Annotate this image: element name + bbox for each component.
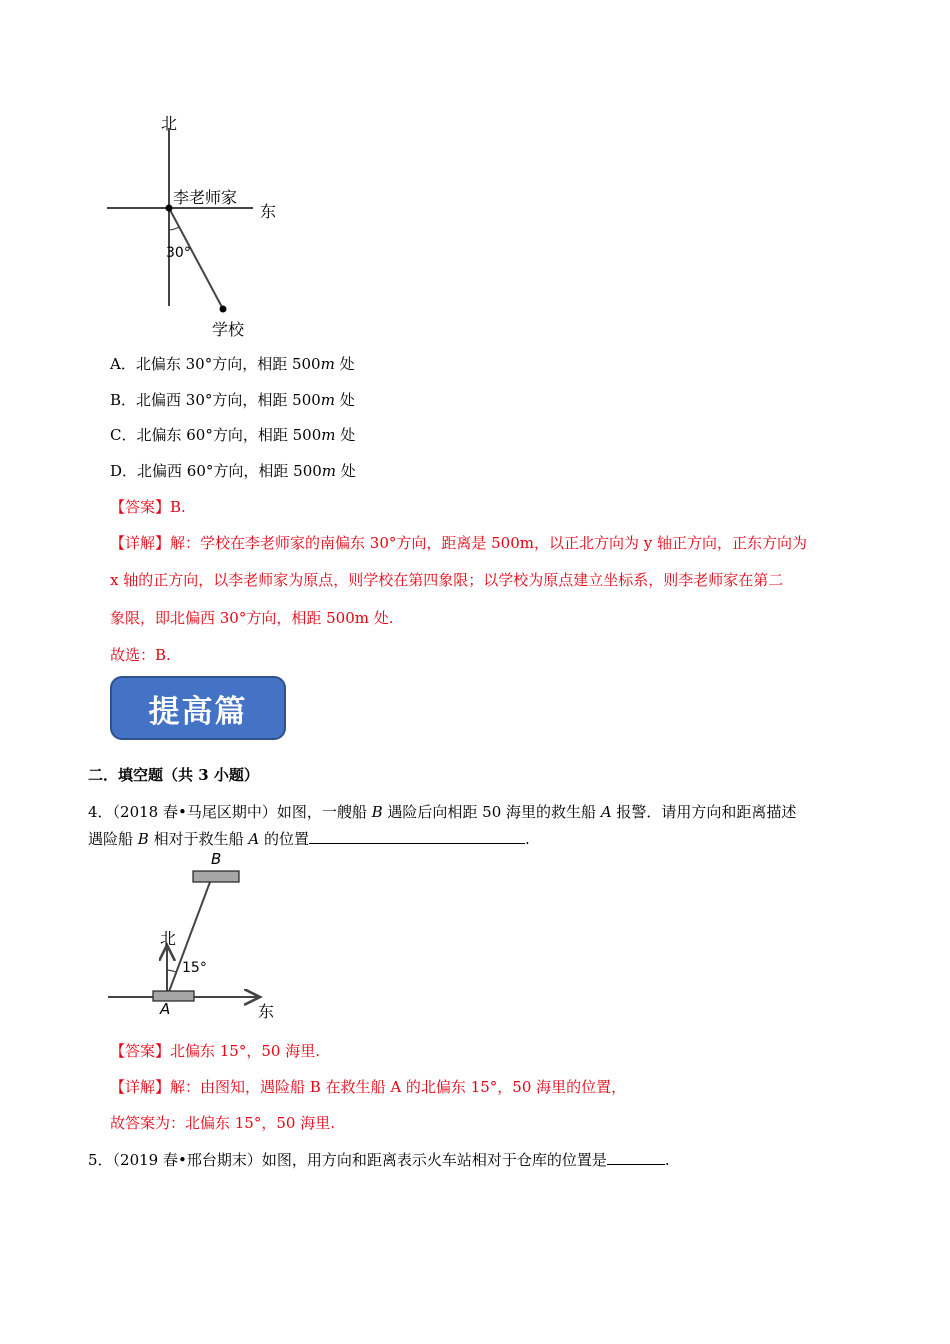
q4-detail: 【详解】解：由图知，遇险船 B 在救生船 A 的北偏东 15°，50 海里的位置， [110, 1078, 627, 1096]
angle-arc-15 [167, 970, 176, 972]
angle-label: 30° [166, 245, 191, 261]
banner-title: 提高篇 [148, 693, 248, 730]
option-c [110, 425, 355, 445]
angle-arc [169, 227, 179, 230]
q5-stem [88, 1149, 670, 1170]
q3-detail-line2: x 轴的正方向，以李老师家为原点，则学校在第四象限；以学校为原点建立坐标系，则李老师家在第二 [110, 571, 784, 589]
option-d-unit: m [321, 462, 337, 480]
north-label-2: 北 [160, 929, 177, 948]
q3-detail-line3: 象限，即北偏西 30°方向，相距 500m 处. [110, 609, 394, 627]
q4-stem-line1 [88, 802, 796, 822]
q3-detail-line1: 【详解】解：学校在李老师家的南偏东 30°方向，距离是 500m，以正北方向为 y 轴正方向，正东方向为 [110, 534, 807, 552]
east-label: 东 [260, 202, 277, 221]
q4-text-5: 相对于救生船 [148, 830, 249, 848]
option-b-text: B．北偏西 30°方向，相距 500 [110, 391, 321, 409]
q4-ship-b: B [371, 803, 383, 821]
q4-text-3: 报警．请用方向和距离描述 [611, 803, 797, 821]
option-a-unit: m [320, 355, 335, 373]
q4-text-1: 4．（2018 春•马尾区期中）如图，一艘船 [88, 803, 372, 821]
q4-ship-a: A [600, 803, 612, 821]
q5-period: . [664, 1151, 670, 1169]
option-b-tail: 处 [335, 391, 355, 409]
q5-text: 5．（2019 春•邢台期末）如图，用方向和距离表示火车站相对于仓库的位置是 [88, 1151, 607, 1169]
q4-final: 故答案为：北偏东 15°，50 海里. [110, 1114, 335, 1132]
q4-period: . [524, 830, 530, 848]
origin-label: 李老师家 [173, 188, 238, 207]
q5-answer-blank[interactable] [607, 1149, 665, 1165]
ship-a-label: A [160, 1000, 171, 1018]
school-label: 学校 [212, 320, 245, 339]
option-b [110, 390, 355, 410]
q4-answer: 【答案】北偏东 15°，50 海里. [110, 1042, 320, 1060]
option-d [110, 461, 356, 481]
option-a [110, 354, 355, 374]
option-c-unit: m [321, 426, 336, 444]
q3-choice: 故选：B. [110, 646, 171, 664]
q4-answer-blank[interactable] [309, 828, 525, 844]
section-heading: 二．填空题（共 3 小题） [88, 766, 259, 784]
north-label: 北 [161, 114, 178, 133]
advanced-section-banner [110, 676, 286, 740]
q4-text-4: 遇险船 [88, 830, 138, 848]
angle-label-15: 15° [182, 960, 207, 976]
east-label-2: 东 [258, 1002, 275, 1021]
origin-point [166, 205, 173, 212]
option-c-text: C．北偏东 60°方向，相距 500 [110, 426, 322, 444]
option-a-text: A．北偏东 30°方向，相距 500 [110, 355, 321, 373]
q4-text-6: 的位置 [259, 830, 309, 848]
option-d-text: D．北偏西 60°方向，相距 500 [110, 462, 322, 480]
direction-diagram-ships [100, 845, 290, 1020]
option-a-tail: 处 [334, 355, 355, 373]
q4-ship-a-2: A [248, 830, 260, 848]
q4-ship-b-2: B [137, 830, 149, 848]
option-b-unit: m [320, 391, 336, 409]
q3-answer: 【答案】B. [110, 498, 186, 516]
ship-b-label: B [211, 850, 222, 868]
option-d-tail: 处 [336, 462, 356, 480]
direction-diagram-school [100, 105, 300, 340]
ship-b-rect [193, 871, 239, 882]
school-point [220, 306, 227, 313]
option-c-tail: 处 [335, 426, 356, 444]
q4-text-2: 遇险后向相距 50 海里的救生船 [382, 803, 601, 821]
